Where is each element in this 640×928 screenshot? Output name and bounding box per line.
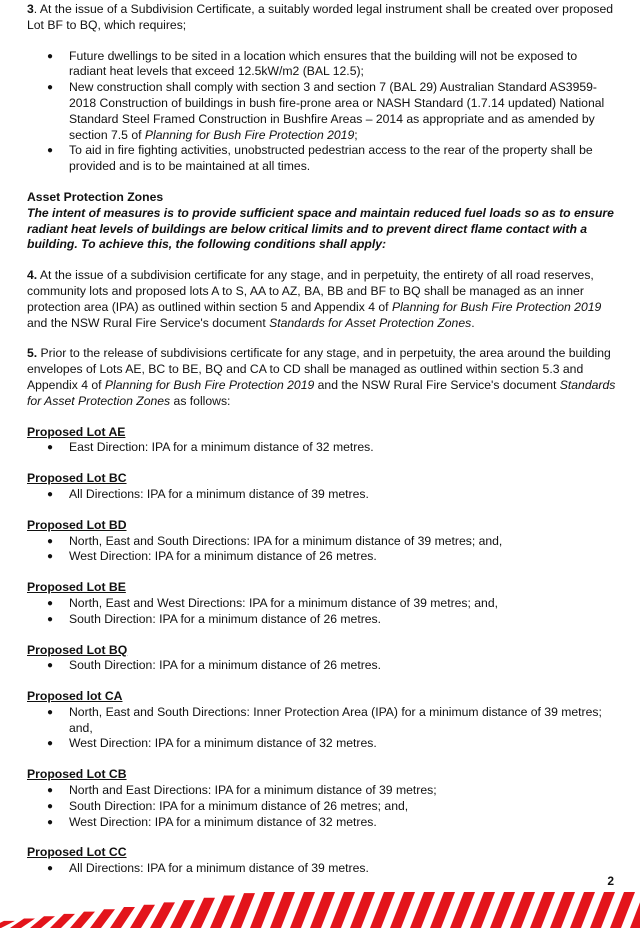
footer-stripe: [370, 892, 395, 928]
lot-section: [27, 471, 617, 503]
list-item: ● North and East Directions: IPA for a minimum distance of 39 metres;: [27, 783, 617, 799]
lot-list: [27, 783, 617, 830]
lot-list: [27, 487, 617, 503]
list-item: ● All Directions: IPA for a minimum distance of 39 metres.: [27, 861, 617, 877]
footer-stripe: [30, 916, 55, 928]
lot-heading: Proposed Lot AE: [27, 424, 126, 439]
list-item: ● Future dwellings to be sited in a location which ensures that the building will not be exposed to radiant heat levels that exceed 12.5kW/m2 (BAL 12.5);: [27, 49, 617, 81]
lot-section: [27, 767, 617, 830]
footer-stripe: [10, 919, 35, 928]
paragraph-number: 5.: [27, 346, 38, 361]
section-intro: The intent of measures is to provide sufficient space and maintain reduced fuel loads so as to ensure radiant heat levels of buildings are below critical limits and to prevent direct flame contact with a building. To achieve this, the following conditions shall apply:: [27, 205, 614, 252]
footer-stripe-band: [0, 890, 640, 928]
paragraph-number: 4.: [27, 268, 38, 283]
lot-list: [27, 861, 617, 877]
lot-list: [27, 440, 617, 456]
lot-section: [27, 643, 617, 675]
lot-list: [27, 596, 617, 628]
footer-stripe: [470, 892, 495, 928]
lot-heading: Proposed Lot BQ: [27, 642, 128, 657]
footer-stripe: [610, 892, 635, 928]
list-item: ● To aid in fire fighting activities, unobstructed pedestrian access to the rear of the property shall be provided and is to be maintained at all times.: [27, 143, 617, 175]
lot-heading: Proposed Lot BD: [27, 517, 127, 532]
footer-stripe: [530, 892, 555, 928]
lot-list: [27, 658, 617, 674]
lot-section: [27, 518, 617, 565]
list-item: ● West Direction: IPA for a minimum distance of 32 metres.: [27, 736, 617, 752]
lot-section: [27, 580, 617, 627]
lot-section: [27, 845, 617, 877]
lot-list: [27, 705, 617, 752]
page-number: 2: [607, 874, 614, 888]
lot-heading: Proposed Lot BE: [27, 580, 126, 595]
list-item: ● North, East and South Directions: Inner Protection Area (IPA) for a minimum distance of 39 metres; and,: [27, 705, 617, 737]
footer-stripes: [0, 892, 640, 928]
footer-stripe: [390, 892, 415, 928]
lot-list: [27, 534, 617, 566]
list-item: ● All Directions: IPA for a minimum distance of 39 metres.: [27, 487, 617, 503]
list-item: ● North, East and West Directions: IPA for a minimum distance of 39 metres; and,: [27, 596, 617, 612]
footer-stripe: [510, 892, 535, 928]
paragraph-number: 3: [27, 2, 34, 16]
footer-stripe: [290, 892, 315, 928]
list-item: ● South Direction: IPA for a minimum distance of 26 metres.: [27, 612, 617, 628]
footer-stripe: [350, 892, 375, 928]
list-item: ● North, East and South Directions: IPA for a minimum distance of 39 metres; and,: [27, 534, 617, 550]
footer-stripe: [450, 892, 475, 928]
list-item: ● New construction shall comply with section 3 and section 7 (BAL 29) Australian Standard AS3959-2018 Construction of buildings in bush fire-prone area or NASH Standard (1.7.14 updated) National Standard Steel Framed Construction in Bushfire Areas – 2014 as appropriate and as amended by section 7.5 of Planning for Bush Fire Protection 2019;: [27, 80, 617, 143]
lot-section: [27, 689, 617, 752]
section-heading: Asset Protection Zones: [27, 189, 164, 204]
footer-stripe: [330, 892, 355, 928]
footer-stripe: [250, 892, 275, 928]
footer-stripe: [550, 892, 575, 928]
paragraph-3: [27, 2, 617, 34]
footer-stripe: [270, 892, 295, 928]
lot-heading: Proposed Lot CB: [27, 767, 127, 782]
footer-stripe: [570, 892, 595, 928]
lot-section: [27, 425, 617, 457]
lot-heading: Proposed Lot BC: [27, 471, 127, 486]
footer-stripe: [50, 914, 75, 928]
list-item: ● East Direction: IPA for a minimum distance of 32 metres.: [27, 440, 617, 456]
footer-stripe: [310, 892, 335, 928]
footer-stripe: [230, 893, 255, 928]
bullet-list: [27, 49, 617, 175]
list-item: ● South Direction: IPA for a minimum distance of 26 metres; and,: [27, 799, 617, 815]
list-item: ● South Direction: IPA for a minimum distance of 26 metres.: [27, 658, 617, 674]
lot-heading: Proposed Lot CC: [27, 845, 127, 860]
paragraph-4: 4. At the issue of a subdivision certificate for any stage, and in perpetuity, the entirety of all road reserves, community lots and proposed lots A to S, AA to AZ, BA, BB and BF to BQ shall be managed as an inner protection area (IPA) as outlined within section 5 and Appendix 4 of Planning for Bush Fire Protection 2019 and the NSW Rural Fire Service's document Standards for Asset Protection Zones.: [27, 268, 602, 330]
document-page: [27, 2, 617, 877]
footer-stripe: [490, 892, 515, 928]
paragraph-5: 5. Prior to the release of subdivisions certificate for any stage, and in perpetuity, the area around the building envelopes of Lots AE, BC to BE, BQ and CA to CD shall be managed as outlined within section 5.3 and Appendix 4 of Planning for Bush Fire Protection 2019 and the NSW Rural Fire Service's document Standards for Asset Protection Zones as follows:: [27, 346, 616, 408]
footer-stripe: [590, 892, 615, 928]
footer-stripe: [430, 892, 455, 928]
list-item: ● West Direction: IPA for a minimum distance of 32 metres.: [27, 815, 617, 831]
list-item: ● West Direction: IPA for a minimum distance of 26 metres.: [27, 549, 617, 565]
lot-heading: Proposed lot CA: [27, 689, 123, 704]
paragraph-text: . At the issue of a Subdivision Certificate, a suitably worded legal instrument shall be created over proposed Lot BF to BQ, which requires;: [27, 2, 614, 32]
footer-stripe: [410, 892, 435, 928]
